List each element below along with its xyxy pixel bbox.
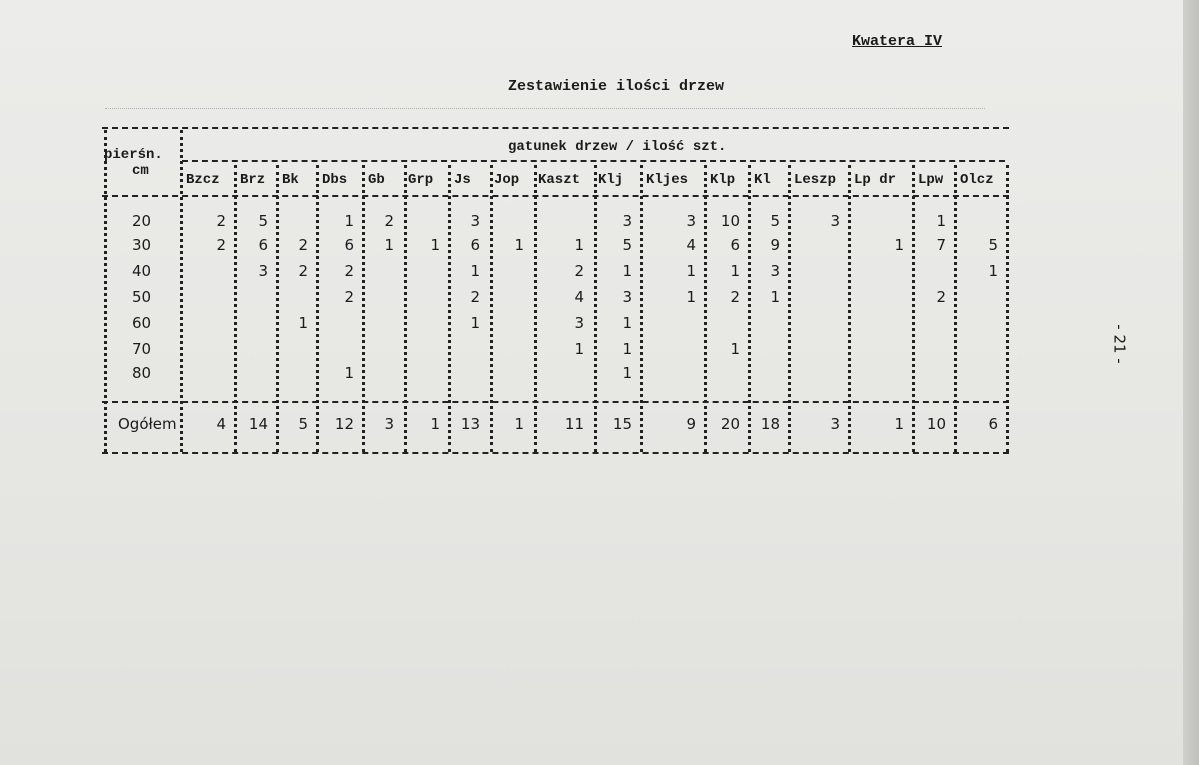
column-separator <box>362 165 365 452</box>
quarter-label: Kwatera IV <box>852 33 943 50</box>
table-cell: 1 <box>686 288 696 306</box>
table-cell: 1 <box>298 314 308 332</box>
table-cell: 2 <box>298 236 308 254</box>
table-cell: 3 <box>622 288 632 306</box>
row-header-girth: pierśn. <box>104 147 163 163</box>
table-cell: 2 <box>470 288 480 306</box>
table-title: Zestawienie ilości drzew <box>508 78 725 95</box>
table-cell: 5 <box>622 236 632 254</box>
row-label: 40 <box>132 262 152 280</box>
column-header: Lpw <box>918 172 944 188</box>
column-separator <box>848 165 851 452</box>
column-separator <box>954 165 957 452</box>
row-label: 80 <box>132 364 152 382</box>
total-cell: 15 <box>612 415 632 433</box>
row-label: 70 <box>132 340 152 358</box>
table-cell: 1 <box>936 212 946 230</box>
table-cell: 2 <box>216 236 226 254</box>
column-header: Kljes <box>646 172 689 188</box>
table-cell: 1 <box>622 364 632 382</box>
table-cell: 6 <box>344 236 354 254</box>
row-label: 60 <box>132 314 152 332</box>
rule-header-bottom <box>102 195 1009 197</box>
column-separator <box>404 165 407 452</box>
table-cell: 3 <box>770 262 780 280</box>
table-cell: 2 <box>730 288 740 306</box>
table-cell: 1 <box>574 340 584 358</box>
table-cell: 1 <box>730 262 740 280</box>
column-header: Olcz <box>960 172 994 188</box>
row-label: 20 <box>132 212 152 230</box>
column-separator <box>1006 165 1009 452</box>
column-header: Gb <box>368 172 385 188</box>
rule-top <box>102 127 1009 129</box>
title-rule <box>105 108 985 109</box>
table-cell: 6 <box>258 236 268 254</box>
table-cell: 2 <box>384 212 394 230</box>
total-cell: 1 <box>894 415 904 433</box>
total-cell: 5 <box>298 415 308 433</box>
column-separator <box>748 165 751 452</box>
table-cell: 1 <box>344 212 354 230</box>
table-cell: 1 <box>622 314 632 332</box>
group-header: gatunek drzew / ilość szt. <box>508 139 727 155</box>
table-cell: 1 <box>470 314 480 332</box>
rule-subheader <box>182 160 1005 162</box>
column-separator <box>594 165 597 452</box>
table-cell: 1 <box>344 364 354 382</box>
column-separator <box>912 165 915 452</box>
column-header: Klp <box>710 172 736 188</box>
total-label: Ogółem <box>118 415 177 433</box>
table-cell: 4 <box>686 236 696 254</box>
table-cell: 10 <box>720 212 740 230</box>
column-separator <box>534 165 537 452</box>
column-separator <box>490 165 493 452</box>
table-cell: 3 <box>470 212 480 230</box>
table-cell: 1 <box>988 262 998 280</box>
table-cell: 2 <box>574 262 584 280</box>
table-cell: 1 <box>470 262 480 280</box>
table-cell: 6 <box>470 236 480 254</box>
column-header: Brz <box>240 172 266 188</box>
total-cell: 9 <box>686 415 696 433</box>
total-cell: 14 <box>248 415 268 433</box>
column-separator <box>276 165 279 452</box>
total-cell: 6 <box>988 415 998 433</box>
rule-before-total <box>102 401 1009 403</box>
total-cell: 18 <box>760 415 780 433</box>
table-cell: 7 <box>936 236 946 254</box>
table-cell: 1 <box>622 340 632 358</box>
total-cell: 12 <box>334 415 354 433</box>
table-cell: 5 <box>770 212 780 230</box>
column-header: Kaszt <box>538 172 581 188</box>
column-separator <box>704 165 707 452</box>
table-cell: 3 <box>574 314 584 332</box>
total-cell: 4 <box>216 415 226 433</box>
table-cell: 3 <box>830 212 840 230</box>
table-cell: 1 <box>514 236 524 254</box>
total-cell: 11 <box>564 415 584 433</box>
table-cell: 5 <box>258 212 268 230</box>
total-cell: 20 <box>720 415 740 433</box>
table-cell: 3 <box>622 212 632 230</box>
total-cell: 1 <box>514 415 524 433</box>
table-cell: 2 <box>216 212 226 230</box>
column-separator <box>104 130 107 452</box>
column-separator <box>788 165 791 452</box>
column-header: Leszp <box>794 172 837 188</box>
row-header-unit: cm <box>132 163 149 179</box>
table-cell: 3 <box>258 262 268 280</box>
column-header: Bk <box>282 172 299 188</box>
column-header: Jop <box>494 172 520 188</box>
column-header: Kl <box>754 172 771 188</box>
table-cell: 1 <box>686 262 696 280</box>
row-label: 50 <box>132 288 152 306</box>
table-cell: 2 <box>936 288 946 306</box>
table-cell: 9 <box>770 236 780 254</box>
column-separator <box>180 130 183 452</box>
table-cell: 1 <box>622 262 632 280</box>
table-cell: 1 <box>770 288 780 306</box>
table-cell: 1 <box>894 236 904 254</box>
column-header: Grp <box>408 172 434 188</box>
table-cell: 1 <box>430 236 440 254</box>
table-cell: 1 <box>574 236 584 254</box>
table-cell: 4 <box>574 288 584 306</box>
total-cell: 3 <box>830 415 840 433</box>
table-cell: 6 <box>730 236 740 254</box>
column-header: Bzcz <box>186 172 220 188</box>
table-cell: 2 <box>298 262 308 280</box>
side-page-number: - 21 - <box>1110 324 1129 364</box>
column-separator <box>640 165 643 452</box>
table-cell: 3 <box>686 212 696 230</box>
table-cell: 5 <box>988 236 998 254</box>
column-header: Lp dr <box>854 172 897 188</box>
rule-bottom <box>102 452 1009 454</box>
page-edge <box>1183 0 1199 765</box>
column-header: Js <box>454 172 471 188</box>
total-cell: 13 <box>460 415 480 433</box>
row-label: 30 <box>132 236 152 254</box>
table-cell: 2 <box>344 288 354 306</box>
table-cell: 2 <box>344 262 354 280</box>
column-separator <box>448 165 451 452</box>
column-header: Dbs <box>322 172 348 188</box>
table-cell: 1 <box>730 340 740 358</box>
total-cell: 1 <box>430 415 440 433</box>
column-header: Klj <box>598 172 624 188</box>
column-separator <box>234 165 237 452</box>
total-cell: 10 <box>926 415 946 433</box>
column-separator <box>316 165 319 452</box>
table-cell: 1 <box>384 236 394 254</box>
total-cell: 3 <box>384 415 394 433</box>
